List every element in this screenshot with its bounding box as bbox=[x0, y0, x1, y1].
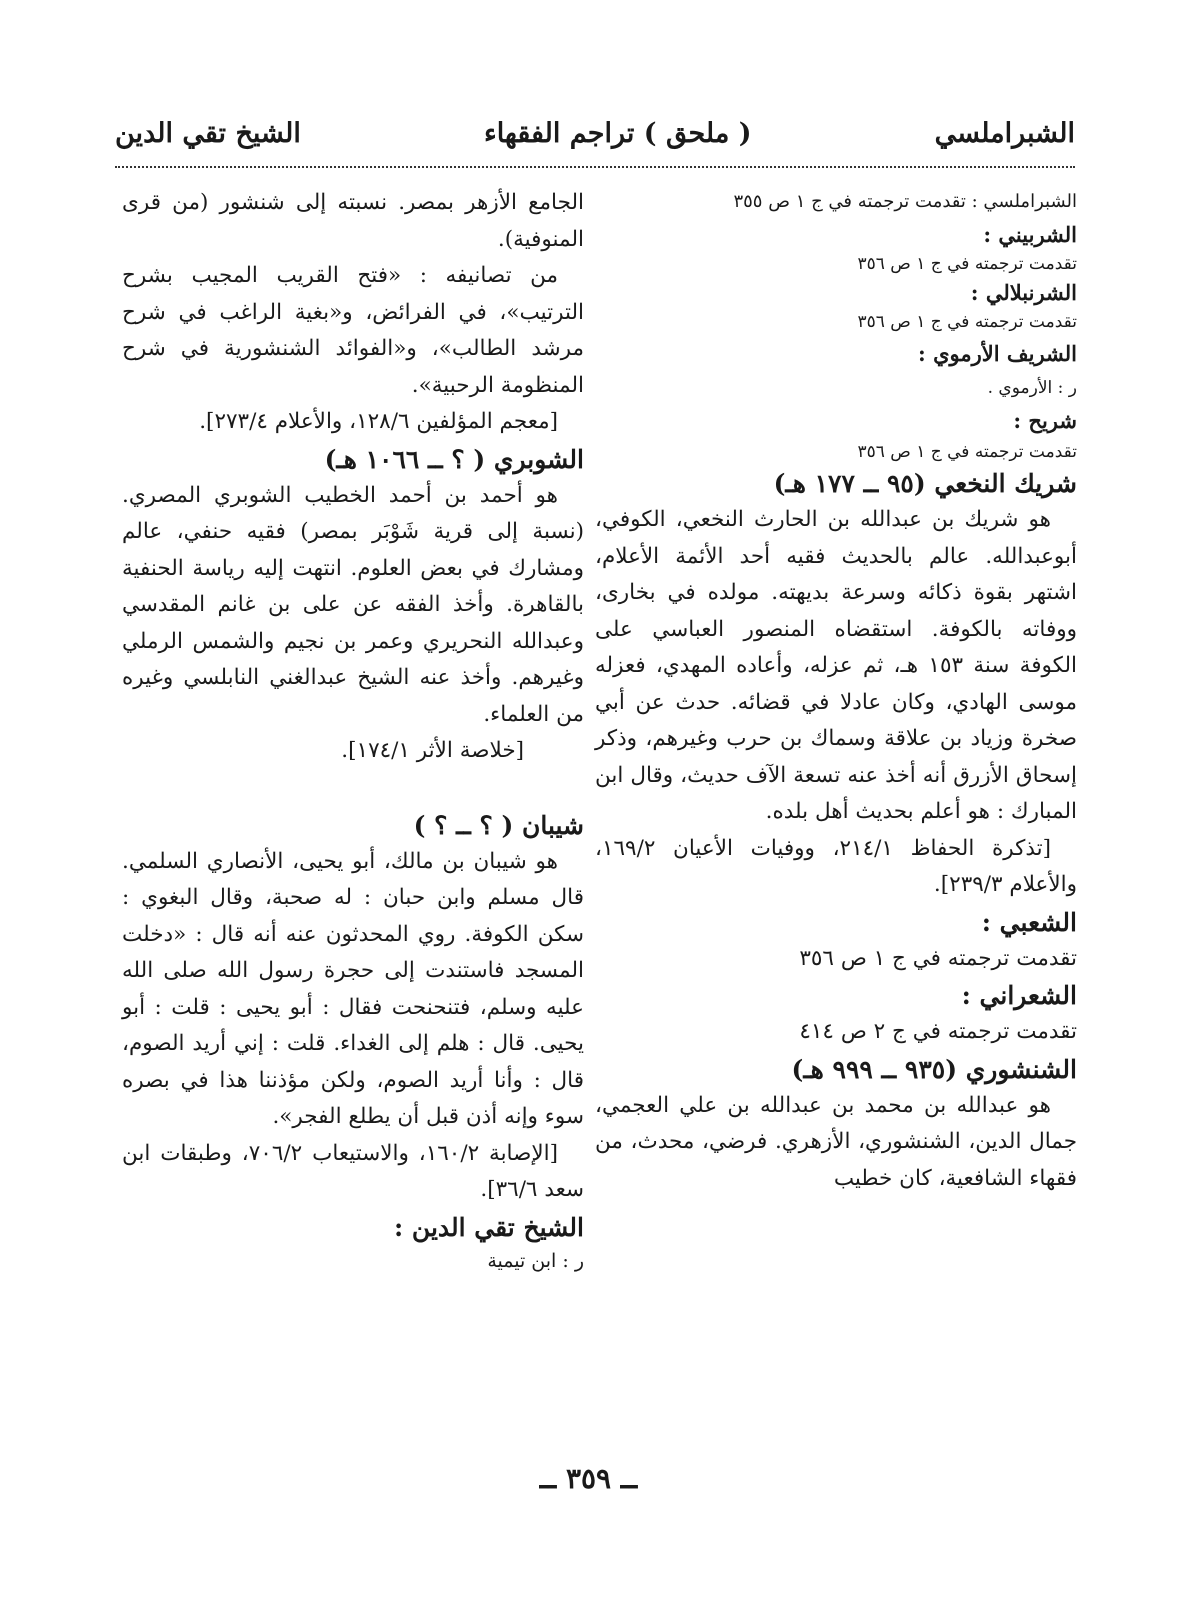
entry-shayban-refs: [الإصابة ١٦٠/٢، والاستيعاب ٧٠٦/٢، وطبقات ابن سعد ٣٦/٦]. bbox=[122, 1140, 584, 1202]
entry-shanshuri-works: من تصانيفه : «فتح القريب المجيب بشرح الترتيب»، في الفرائض، و«بغية الراغب في شرح مرشد الطالب»، و«الفوائد الشنشورية في شرح المنظومة الرحبية». bbox=[122, 263, 584, 398]
entry-sharik-heading: شريك النخعي (٩٥ ــ ١٧٧ هـ) bbox=[773, 469, 1077, 498]
entry-shayban-heading: شيبان ( ؟ ــ ؟ ) bbox=[413, 810, 584, 840]
entry-taqi-heading: الشيخ تقي الدين : bbox=[393, 1212, 584, 1242]
header-divider bbox=[115, 166, 1075, 168]
entry-shurayh-heading: شريح : bbox=[1013, 408, 1077, 433]
entry-spacer bbox=[122, 770, 584, 807]
entry-taqi-ref: ر : ابن تيمية bbox=[487, 1249, 584, 1272]
entry-shabi-heading: الشعبي : bbox=[981, 907, 1077, 937]
entry-shurunbulali-ref: تقدمت ترجمته في ج ١ ص ٣٥٦ bbox=[857, 312, 1077, 332]
entry-shirbini-ref: تقدمت ترجمته في ج ١ ص ٣٥٦ bbox=[857, 254, 1077, 274]
entry-shurunbulali-heading: الشرنبلالي : bbox=[970, 280, 1077, 305]
entry-sharif-ref: ر : الأرموي . bbox=[987, 378, 1077, 398]
entry-shaarani-ref: تقدمت ترجمته في ج ٢ ص ٤١٤ bbox=[799, 1019, 1077, 1044]
entry-sharik-refs: [تذكرة الحفاظ ٢١٤/١، ووفيات الأعيان ١٦٩/٢، والأعلام ٢٣٩/٣]. bbox=[595, 835, 1077, 897]
entry-shawbari-refs: [خلاصة الأثر ١٧٤/١]. bbox=[341, 738, 524, 763]
entry-shubramallisi: الشبراملسي : تقدمت ترجمته في ج ١ ص ٣٥٥ bbox=[733, 191, 1077, 212]
header-left: الشيخ تقي الدين bbox=[115, 117, 301, 149]
entry-shawbari-body: هو أحمد بن أحمد الخطيب الشوبري المصري. (نسبة إلى قرية شَوْبَر بمصر) فقيه حنفي، عالم ومشارك في بعض العلوم. انتهت إليه رياسة الحنفية بالقاهرة. وأخذ الفقه عن على بن غانم المقدسي وعبدالله النحريري وعمر بن نجيم والشمس الرملي وغيرهم. وأخذ عنه الشيخ عبدالغني النابلسي وغيره من العلماء. bbox=[122, 482, 584, 727]
entry-sharif-heading: الشريف الأرموي : bbox=[918, 341, 1077, 366]
entry-shurayh-ref: تقدمت ترجمته في ج ١ ص ٣٥٦ bbox=[857, 442, 1077, 462]
entry-shanshuri-refs: [معجم المؤلفين ١٢٨/٦، والأعلام ٢٧٣/٤]. bbox=[199, 409, 558, 434]
right-column bbox=[595, 185, 1077, 1197]
entry-shanshuri-continued: الجامع الأزهر بمصر. نسبته إلى شنشور (من قرى المنوفية). bbox=[122, 190, 584, 252]
left-column bbox=[122, 185, 584, 1276]
header-center: ( ملحق ) تراجم الفقهاء bbox=[484, 117, 752, 149]
entry-shabi-ref: تقدمت ترجمته في ج ١ ص ٣٥٦ bbox=[799, 945, 1077, 971]
entry-shirbini-heading: الشربيني : bbox=[983, 222, 1077, 247]
entry-shayban-body: هو شيبان بن مالك، أبو يحيى، الأنصاري السلمي. قال مسلم وابن حبان : له صحبة، وقال البغوي : سكن الكوفة. روي المحدثون عنه أنه قال : «دخلت المسجد فاستندت إلى حجرة رسول الله صلى الله عليه وسلم، فتنحنحت فقال : أبو يحيى : قلت : أبو يحيى. قال : هلم إلى الغداء. قلت : إني أريد الصوم، قال : وأنا أريد الصوم، ولكن مؤذننا هذا في بصره سوء وإنه أذن قبل أن يطلع الفجر». bbox=[122, 848, 584, 1129]
entry-shawbari-heading: الشوبري ( ؟ ــ ١٠٦٦ هـ) bbox=[324, 444, 584, 474]
entry-shaarani-heading: الشعراني : bbox=[961, 981, 1077, 1010]
entry-sharik-body: هو شريك بن عبدالله بن الحارث النخعي، الكوفي، أبوعبدالله. عالم بالحديث فقيه أحد الأئمة الأعلام، اشتهر بقوة ذكائه وسرعة بديهته. مولده في بخارى، ووفاته بالكوفة. استقضاه المنصور العباسي على الكوفة سنة ١٥٣ هـ، ثم عزله، وأعاده المهدي، فعزله موسى الهادي، وكان عادلا في قضائه. حدث عن أبي صخرة وزياد بن علاقة وسماك بن حرب وغيرهم، وذكر إسحاق الأزرق أنه أخذ عنه تسعة الآف حديث، وقال ابن المبارك : هو أعلم بحديث أهل بلده. bbox=[595, 507, 1077, 824]
entry-shanshuri-heading: الشنشوري (٩٣٥ ــ ٩٩٩ هـ) bbox=[791, 1054, 1077, 1084]
header-right: الشبراملسي bbox=[934, 117, 1075, 149]
entry-shanshuri-body: هو عبدالله بن محمد بن عبدالله بن علي العجمي، جمال الدين، الشنشوري، الأزهري. فرضي، محدث، من فقهاء الشافعية، كان خطيب bbox=[595, 1092, 1077, 1191]
running-header bbox=[115, 108, 1075, 158]
page-number: ــ ٣٥٩ ــ bbox=[539, 1462, 638, 1495]
